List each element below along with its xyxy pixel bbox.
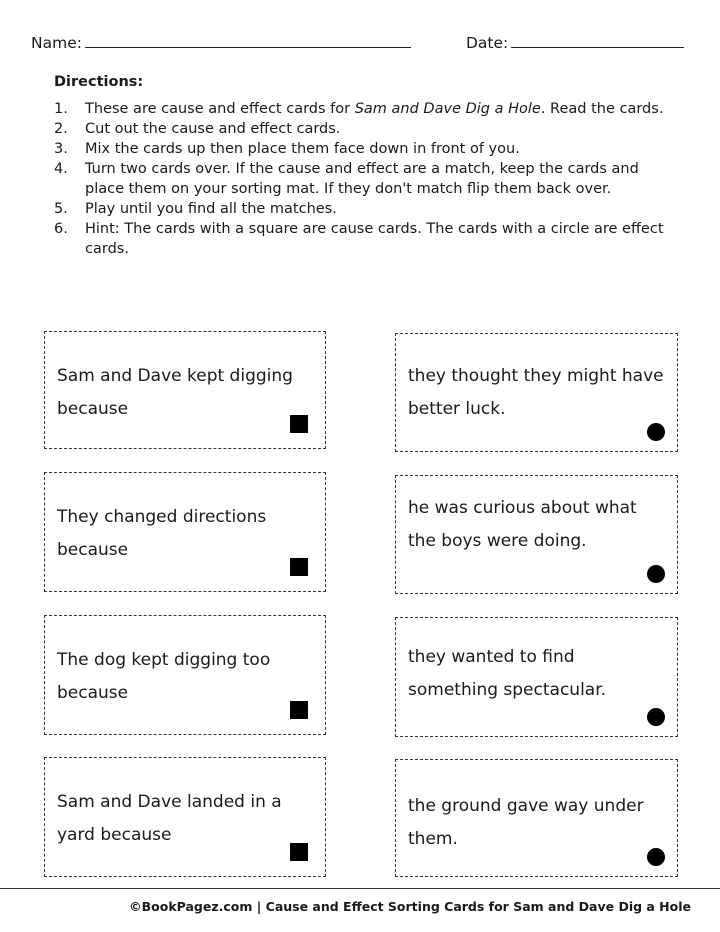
directions-list: [54, 99, 664, 259]
date-blank-line[interactable]: [511, 46, 684, 48]
circle-icon: [647, 708, 665, 726]
directions-title: Directions:: [54, 74, 144, 90]
direction-item: [54, 119, 664, 139]
cause-card[interactable]: [44, 757, 326, 877]
cause-card-text: Sam and Dave landed in a yard because: [57, 792, 282, 845]
cause-card-text: They changed directions because: [57, 507, 267, 560]
direction-number: 2.: [54, 121, 68, 137]
effect-card[interactable]: [395, 617, 678, 737]
effect-card-text: the ground gave way under them.: [408, 796, 644, 849]
direction-number: 4.: [54, 161, 68, 177]
date-field[interactable]: [466, 34, 684, 52]
direction-item: [54, 139, 664, 159]
square-icon: [290, 558, 308, 576]
cause-card[interactable]: [44, 472, 326, 592]
effect-card[interactable]: [395, 759, 678, 877]
direction-number: 1.: [54, 101, 68, 117]
direction-text: Play until you find all the matches.: [85, 201, 337, 217]
circle-icon: [647, 565, 665, 583]
footer-divider: [0, 888, 720, 889]
direction-item: [54, 219, 664, 259]
cause-card[interactable]: [44, 615, 326, 735]
name-blank-line[interactable]: [85, 46, 411, 48]
direction-number: 5.: [54, 201, 68, 217]
direction-text: [85, 99, 664, 119]
direction-text: Hint: The cards with a square are cause cards. The cards with a circle are effect cards.: [85, 221, 664, 257]
date-label: Date:: [466, 34, 509, 52]
direction-item: [54, 99, 664, 119]
circle-icon: [647, 423, 665, 441]
direction-text: Cut out the cause and effect cards.: [85, 121, 341, 137]
name-label: Name:: [31, 34, 82, 52]
effect-card[interactable]: [395, 333, 678, 452]
square-icon: [290, 701, 308, 719]
effect-card-text: they thought they might have better luck.: [408, 366, 664, 419]
effect-card[interactable]: [395, 475, 678, 594]
direction-item: [54, 199, 664, 219]
effect-card-text: they wanted to find something spectacular.: [408, 647, 607, 700]
circle-icon: [647, 848, 665, 866]
square-icon: [290, 415, 308, 433]
direction-number: 6.: [54, 221, 68, 237]
direction-item: [54, 159, 664, 199]
direction-text-end: . Read the cards.: [540, 101, 664, 117]
cause-card-text: Sam and Dave kept digging because: [57, 366, 293, 419]
direction-text-start: These are cause and effect cards for: [85, 101, 355, 117]
cause-card-text: The dog kept digging too because: [57, 650, 271, 703]
book-title: Sam and Dave Dig a Hole: [354, 101, 541, 117]
direction-number: 3.: [54, 141, 68, 157]
direction-text: Turn two cards over. If the cause and effect are a match, keep the cards and place them on your sorting mat. If they don't match flip them back over.: [85, 161, 639, 197]
square-icon: [290, 843, 308, 861]
name-field[interactable]: [31, 34, 411, 52]
footer-credit: ©BookPagez.com | Cause and Effect Sorting Cards for Sam and Dave Dig a Hole: [129, 899, 691, 914]
effect-card-text: he was curious about what the boys were doing.: [408, 498, 637, 551]
direction-text: Mix the cards up then place them face down in front of you.: [85, 141, 520, 157]
cause-card[interactable]: [44, 331, 326, 449]
